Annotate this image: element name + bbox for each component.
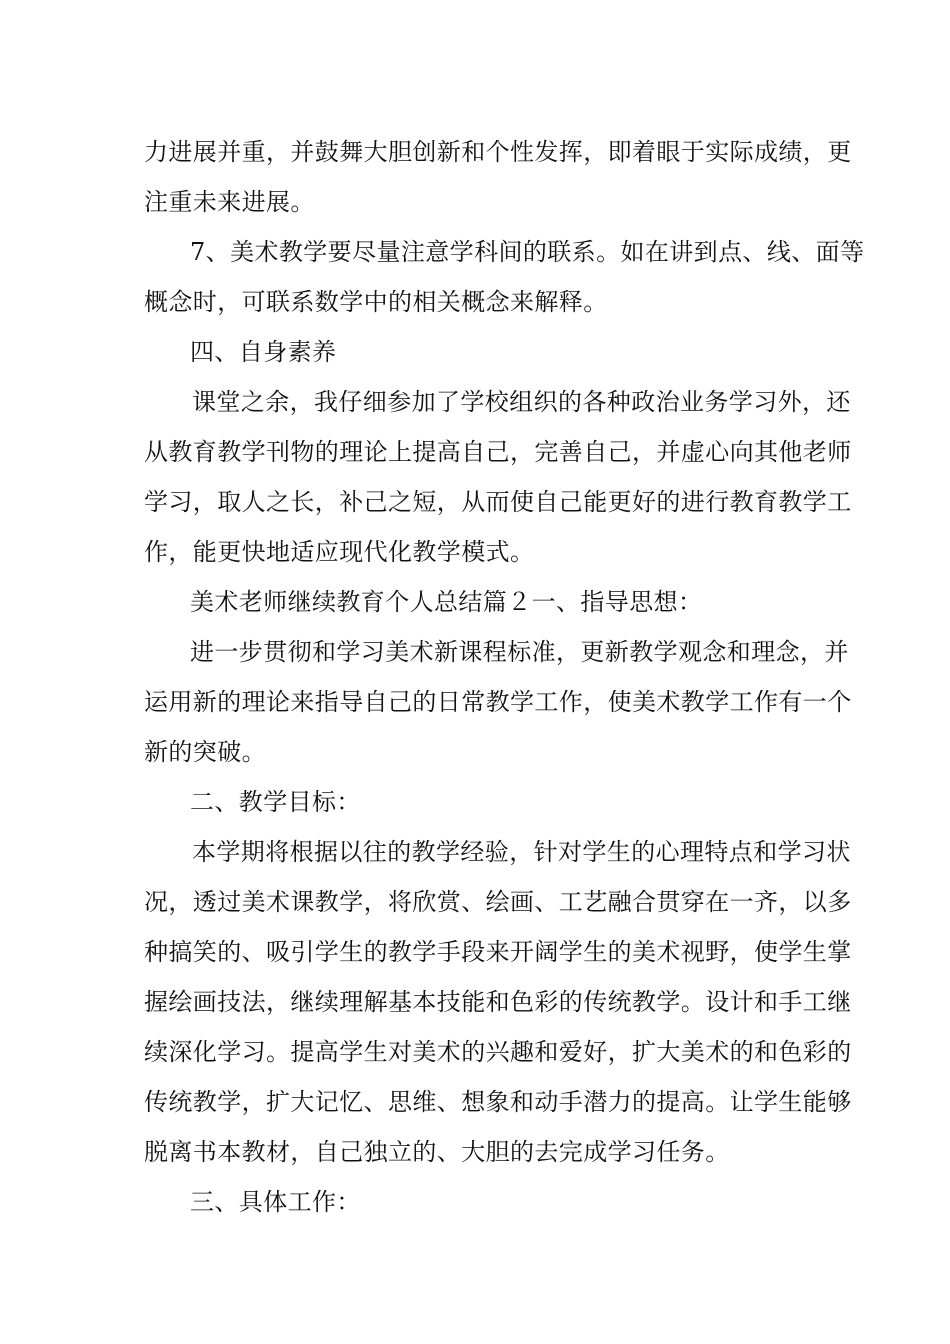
body-text-line: 力进展并重，并鼓舞大胆创新和个性发挥，即着眼于实际成绩，更: [144, 138, 852, 166]
section-heading: 三、具体工作：: [190, 1188, 361, 1216]
body-text-line: 概念时，可联系数学中的相关概念来解释。: [144, 288, 608, 316]
body-text-line: 课堂之余，我仔细参加了学校组织的各种政治业务学习外，还: [192, 388, 851, 416]
body-text-line: 握绘画技法，继续理解基本技能和色彩的传统教学。设计和手工继: [144, 988, 852, 1016]
section-heading: 四、自身素养: [190, 338, 337, 366]
body-text-line: 进一步贯彻和学习美术新课程标准，更新教学观念和理念，并: [190, 638, 849, 666]
body-text-line: 作，能更快地适应现代化教学模式。: [144, 538, 535, 566]
body-text-line: 运用新的理论来指导自己的日常教学工作，使美术教学工作有一个: [144, 688, 852, 716]
body-text-line: 新的突破。: [144, 738, 266, 766]
body-text-line: 续深化学习。提高学生对美术的兴趣和爱好，扩大美术的和色彩的: [144, 1038, 852, 1066]
body-text-line: 注重未来进展。: [144, 188, 315, 216]
body-text-line: 种搞笑的、吸引学生的教学手段来开阔学生的美术视野，使学生掌: [144, 938, 852, 966]
body-text-line: 7、美术教学要尽量注意学科间的联系。如在讲到点、线、面等: [190, 238, 865, 266]
body-text-line: 从教育教学刊物的理论上提高自己，完善自己，并虚心向其他老师: [144, 438, 852, 466]
body-text-line: 传统教学，扩大记忆、思维、想象和动手潜力的提高。让学生能够: [144, 1088, 852, 1116]
article-title: 美术老师继续教育个人总结篇２一、指导思想：: [190, 588, 703, 616]
section-heading: 二、教学目标：: [190, 788, 361, 816]
body-text-line: 学习，取人之长，补己之短，从而使自己能更好的进行教育教学工: [144, 488, 852, 516]
body-text-line: 况，透过美术课教学，将欣赏、绘画、工艺融合贯穿在一齐，以多: [144, 888, 852, 916]
body-text-line: 本学期将根据以往的教学经验，针对学生的心理特点和学习状: [192, 838, 851, 866]
body-text-line: 脱离书本教材，自己独立的、大胆的去完成学习任务。: [144, 1138, 730, 1166]
